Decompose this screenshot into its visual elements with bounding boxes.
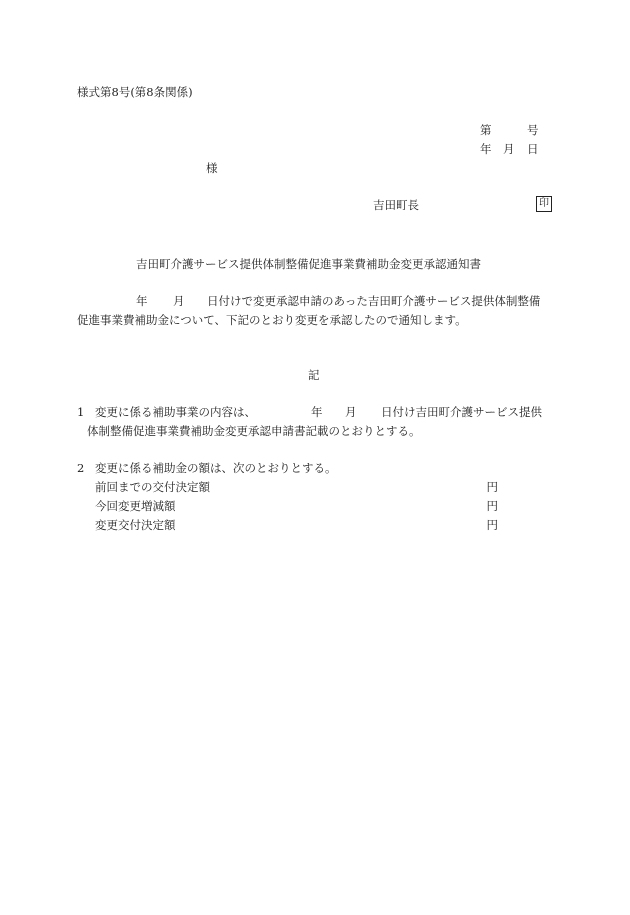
intro-line2: 促進事業費補助金について、下記のとおり変更を承認したので通知します。 [77, 313, 467, 327]
date-day: 日 [527, 142, 539, 156]
intro-line1: 日付けで変更承認申請のあった吉田町介護サービス提供体制整備 [207, 294, 541, 308]
document-number-suffix: 号 [527, 123, 539, 137]
form-number: 様式第8号(第8条関係) [77, 85, 193, 99]
amount-label: 変更交付決定額 [95, 518, 176, 532]
amount-unit: 円 [486, 480, 498, 494]
amount-label: 今回変更増減額 [95, 499, 176, 513]
item1-text-a: 変更に係る補助事業の内容は、 [95, 405, 256, 419]
amount-unit: 円 [486, 499, 498, 513]
date-year: 年 [480, 142, 492, 156]
date-month: 月 [503, 142, 515, 156]
seal-stamp: 印 [536, 196, 552, 212]
item1-number: 1 [77, 405, 85, 419]
document-number-prefix: 第 [480, 123, 492, 137]
intro-year: 年 [136, 294, 148, 308]
ki-heading: 記 [308, 368, 320, 382]
item1-text-b: 日付け吉田町介護サービス提供 [381, 405, 542, 419]
intro-month: 月 [173, 294, 185, 308]
amount-row [95, 499, 498, 513]
amount-label: 前回までの交付決定額 [95, 480, 210, 494]
item1-year: 年 [311, 405, 323, 419]
document-title: 吉田町介護サービス提供体制整備促進事業費補助金変更承認通知書 [136, 257, 481, 271]
amount-unit: 円 [486, 518, 498, 532]
amount-row [95, 480, 498, 494]
item1-month: 月 [345, 405, 357, 419]
amount-row [95, 518, 498, 532]
addressee-honorific: 様 [206, 161, 218, 175]
issuer-mayor: 吉田町長 [373, 198, 419, 212]
item2-number: 2 [77, 461, 85, 475]
item1-line2: 体制整備促進事業費補助金変更承認申請書記載のとおりとする。 [87, 424, 421, 438]
item2-text: 変更に係る補助金の額は、次のとおりとする。 [95, 461, 337, 475]
